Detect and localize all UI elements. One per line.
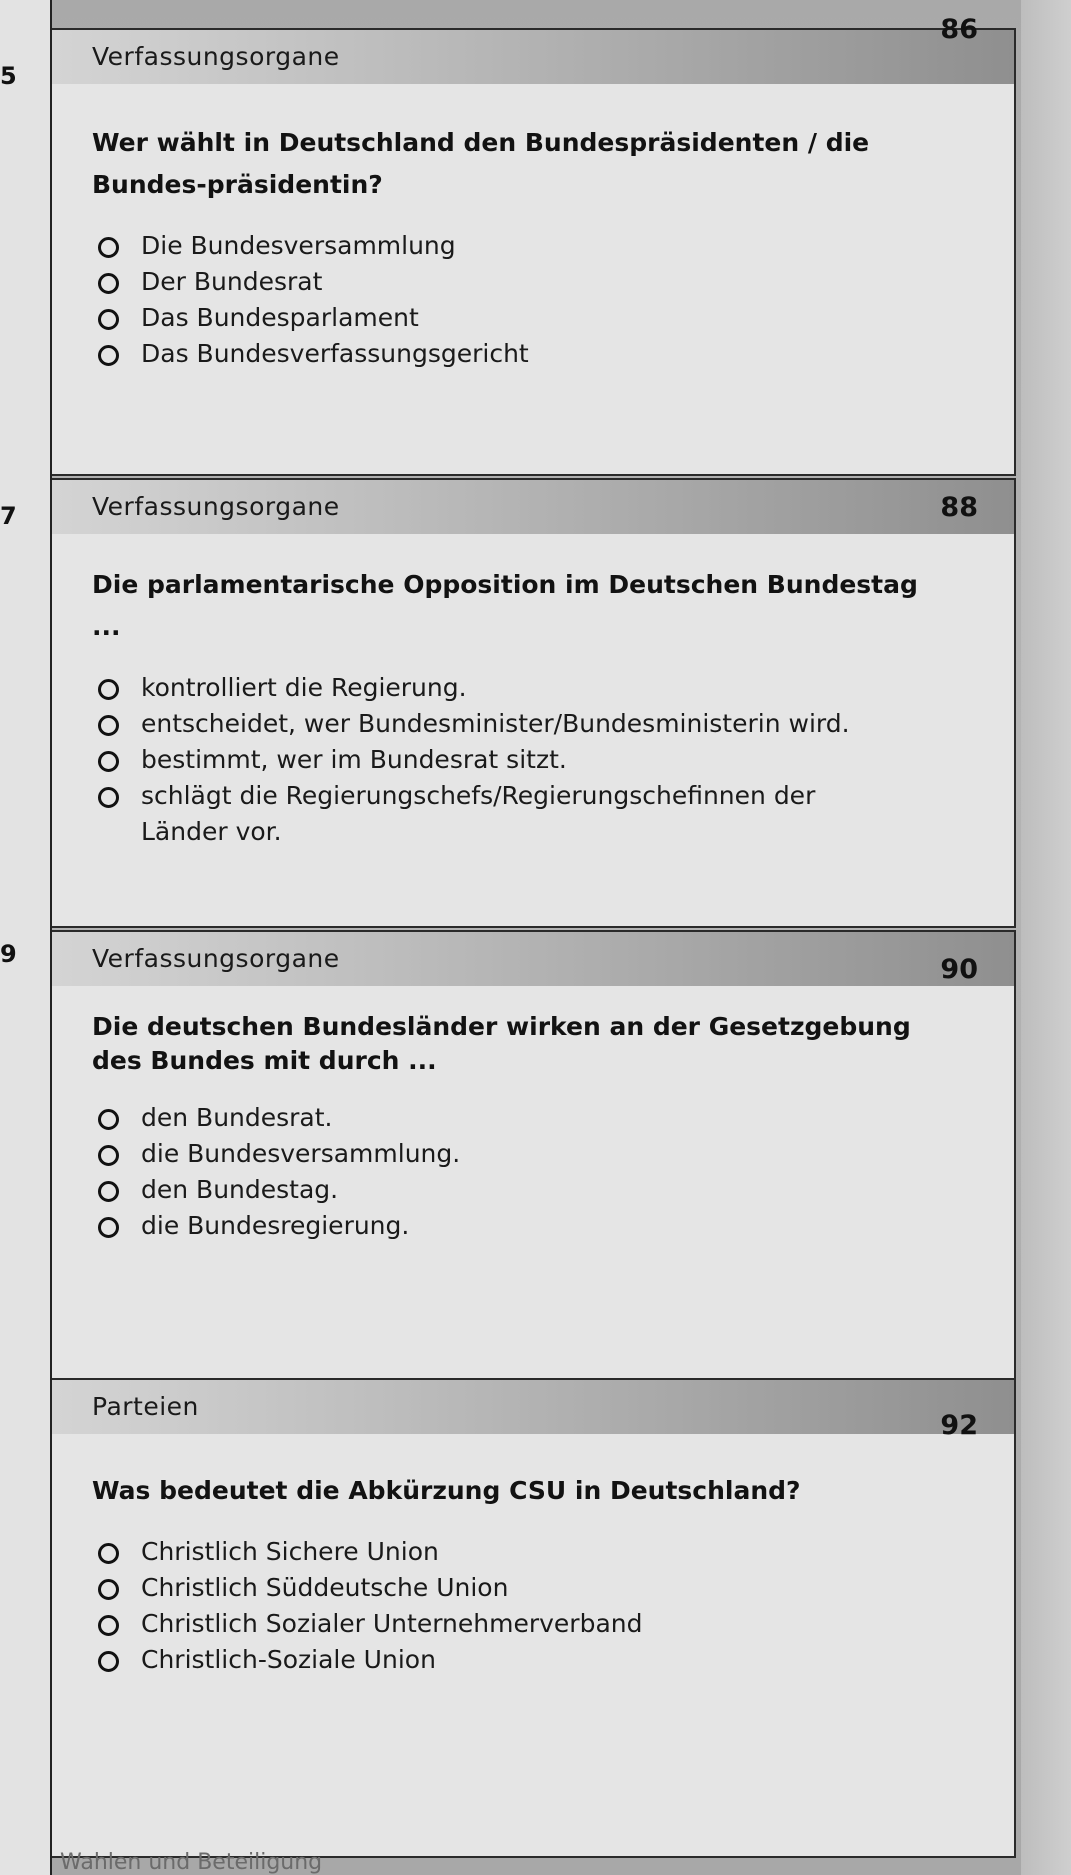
radio-circle-icon[interactable] bbox=[98, 309, 119, 330]
answer-option[interactable] bbox=[92, 228, 974, 264]
card-topic: Verfassungsorgane bbox=[92, 492, 340, 521]
answer-label: Christlich-Soziale Union bbox=[141, 1645, 436, 1674]
answer-option[interactable] bbox=[92, 670, 974, 706]
answer-option[interactable] bbox=[92, 1208, 974, 1244]
card-number: 88 bbox=[940, 492, 978, 523]
card-number: 92 bbox=[940, 1410, 978, 1441]
radio-circle-icon[interactable] bbox=[98, 715, 119, 736]
radio-circle-icon[interactable] bbox=[98, 679, 119, 700]
answer-label: den Bundesrat. bbox=[141, 1103, 333, 1132]
radio-circle-icon[interactable] bbox=[98, 787, 119, 808]
question-card bbox=[52, 478, 1016, 928]
footer-section-title: Wahlen und Beteiligung bbox=[60, 1850, 323, 1875]
side-question-number: 7 bbox=[0, 502, 17, 530]
answer-label: Das Bundesverfassungsgericht bbox=[141, 339, 529, 368]
answer-label: Christlich Sichere Union bbox=[141, 1537, 439, 1566]
radio-circle-icon[interactable] bbox=[98, 237, 119, 258]
answer-label: Die Bundesversammlung bbox=[141, 231, 456, 260]
radio-circle-icon[interactable] bbox=[98, 345, 119, 366]
answer-option[interactable] bbox=[92, 1100, 974, 1136]
answer-label: Der Bundesrat bbox=[141, 267, 323, 296]
card-header bbox=[52, 480, 1014, 534]
answer-label: schlägt die Regierungschefs/Regierungschefinnen der Länder vor. bbox=[141, 781, 816, 846]
answer-label: Christlich Süddeutsche Union bbox=[141, 1573, 509, 1602]
radio-circle-icon[interactable] bbox=[98, 1651, 119, 1672]
radio-circle-icon[interactable] bbox=[98, 273, 119, 294]
radio-circle-icon[interactable] bbox=[98, 1579, 119, 1600]
page-edge bbox=[1021, 0, 1071, 1875]
card-topic: Parteien bbox=[92, 1392, 199, 1421]
left-card-edge bbox=[0, 0, 52, 1875]
answer-options bbox=[92, 1100, 974, 1244]
radio-circle-icon[interactable] bbox=[98, 1615, 119, 1636]
radio-circle-icon[interactable] bbox=[98, 1145, 119, 1166]
card-header bbox=[52, 1380, 1014, 1441]
question-card bbox=[52, 14, 1016, 476]
answer-option[interactable] bbox=[92, 706, 974, 742]
answer-label: Das Bundesparlament bbox=[141, 303, 419, 332]
answer-option[interactable] bbox=[92, 336, 974, 372]
answer-option[interactable] bbox=[92, 1534, 974, 1570]
answer-option[interactable] bbox=[92, 300, 974, 336]
question-text: Die deutschen Bundesländer wirken an der Gesetzgebung des Bundes mit durch ... bbox=[92, 1012, 911, 1075]
question-card bbox=[52, 930, 1016, 1390]
answer-label: Christlich Sozialer Unternehmerverband bbox=[141, 1609, 643, 1638]
question-card bbox=[52, 1378, 1016, 1858]
answer-options bbox=[92, 228, 974, 372]
card-number: 90 bbox=[940, 954, 978, 985]
card-topic: Verfassungsorgane bbox=[92, 42, 340, 71]
radio-circle-icon[interactable] bbox=[98, 751, 119, 772]
answer-label: entscheidet, wer Bundesminister/Bundesministerin wird. bbox=[141, 709, 850, 738]
answer-option[interactable] bbox=[92, 778, 974, 850]
side-question-number: 9 bbox=[0, 940, 17, 968]
answer-label: bestimmt, wer im Bundesrat sitzt. bbox=[141, 745, 567, 774]
answer-option[interactable] bbox=[92, 742, 974, 778]
card-header bbox=[52, 932, 1014, 986]
radio-circle-icon[interactable] bbox=[98, 1543, 119, 1564]
question-text: Die parlamentarische Opposition im Deutschen Bundestag ... bbox=[92, 570, 918, 641]
card-header bbox=[52, 14, 1014, 84]
card-number: 86 bbox=[940, 14, 978, 45]
answer-label: die Bundesversammlung. bbox=[141, 1139, 461, 1168]
answer-option[interactable] bbox=[92, 264, 974, 300]
answer-option[interactable] bbox=[92, 1570, 974, 1606]
radio-circle-icon[interactable] bbox=[98, 1181, 119, 1202]
side-question-number: 5 bbox=[0, 62, 17, 90]
answer-label: kontrolliert die Regierung. bbox=[141, 673, 467, 702]
answer-options bbox=[92, 1534, 974, 1678]
answer-option[interactable] bbox=[92, 1642, 974, 1678]
question-text: Wer wählt in Deutschland den Bundespräsidenten / die Bundes-präsidentin? bbox=[92, 128, 870, 199]
answer-option[interactable] bbox=[92, 1606, 974, 1642]
question-text: Was bedeutet die Abkürzung CSU in Deutschland? bbox=[92, 1476, 801, 1505]
answer-label: den Bundestag. bbox=[141, 1175, 339, 1204]
answer-options bbox=[92, 670, 974, 850]
answer-option[interactable] bbox=[92, 1172, 974, 1208]
radio-circle-icon[interactable] bbox=[98, 1217, 119, 1238]
card-topic: Verfassungsorgane bbox=[92, 944, 340, 973]
answer-label: die Bundesregierung. bbox=[141, 1211, 410, 1240]
answer-option[interactable] bbox=[92, 1136, 974, 1172]
radio-circle-icon[interactable] bbox=[98, 1109, 119, 1130]
